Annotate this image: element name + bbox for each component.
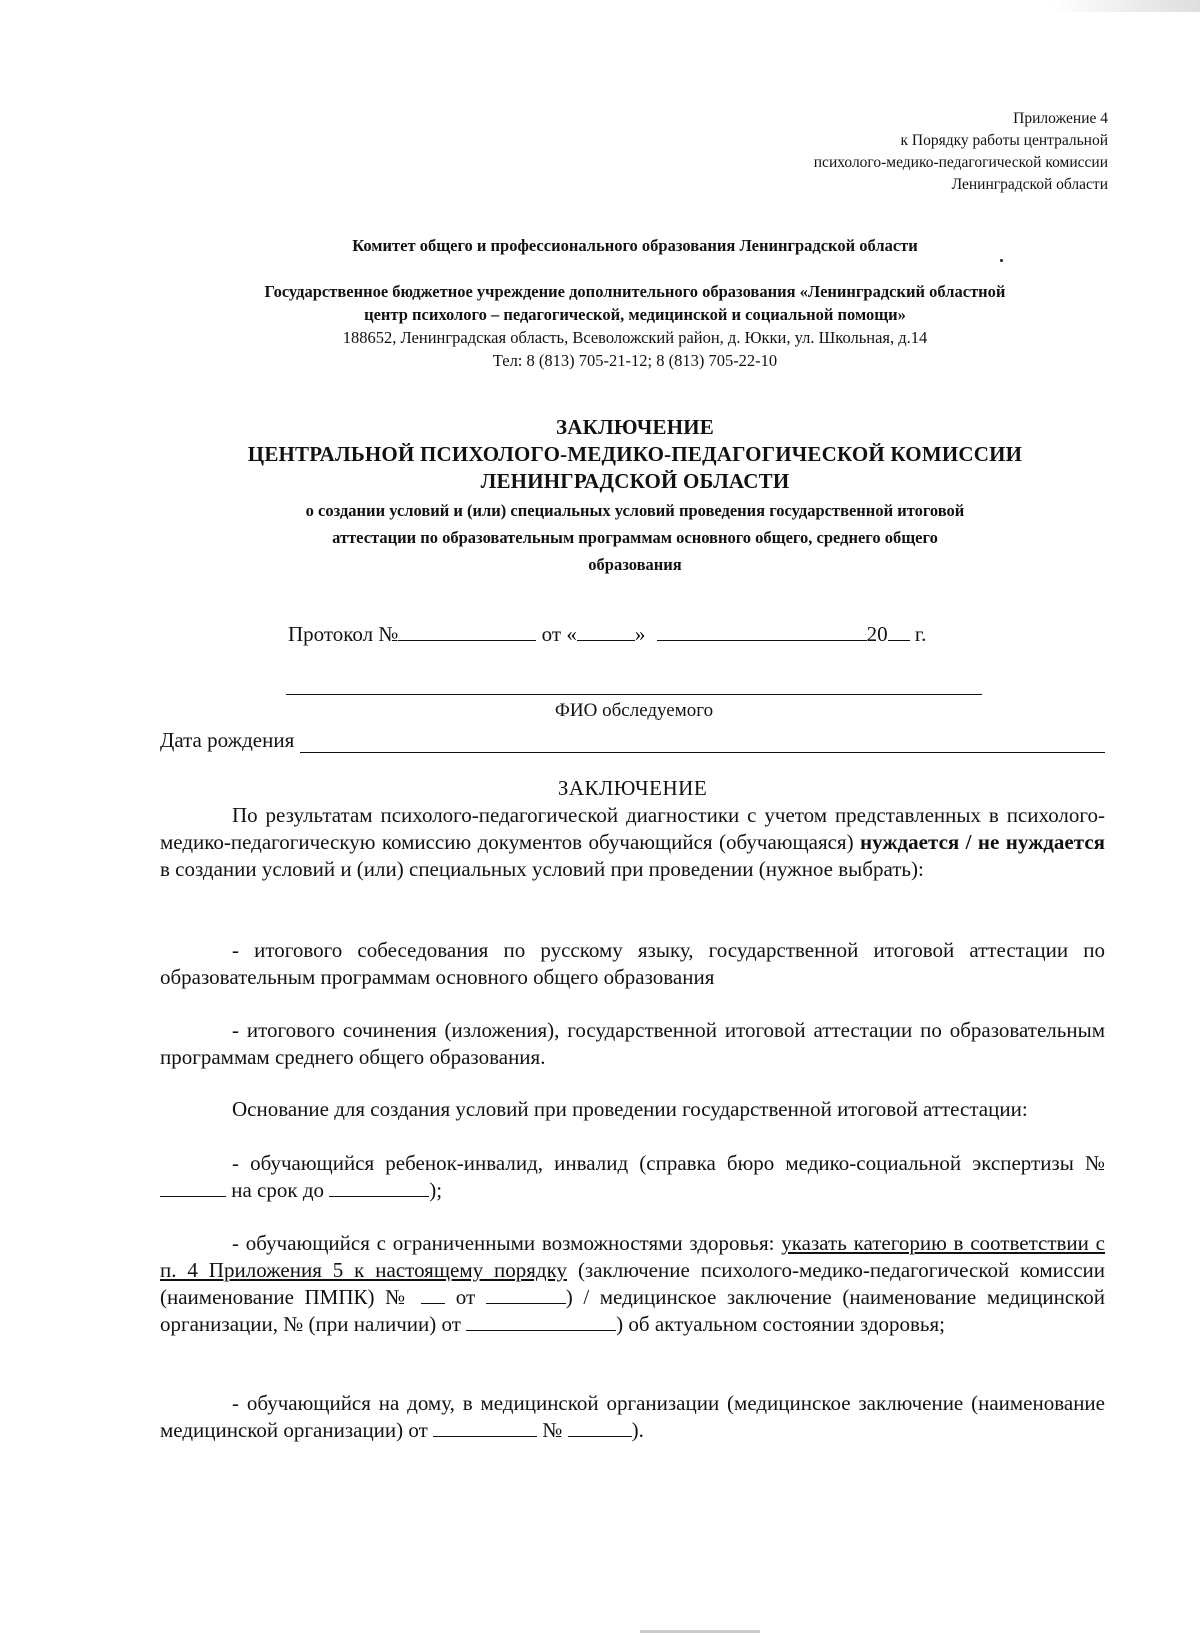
pmpk-number-field[interactable] — [421, 1285, 445, 1304]
home-date-field[interactable] — [433, 1418, 537, 1437]
annex-line: психолого-медико-педагогической комиссии — [813, 154, 1108, 171]
conclusion-heading: ЗАКЛЮЧЕНИЕ — [557, 776, 708, 800]
annex-line: Ленинградской области — [951, 176, 1108, 193]
disabled-term-label: на срок до — [231, 1178, 325, 1202]
fio-field[interactable] — [286, 694, 982, 695]
basis-heading: Основание для создания условий при проведении государственной итоговой аттестации: — [232, 1097, 1028, 1121]
fio-label: ФИО обследуемого — [554, 700, 714, 721]
mse-number-field[interactable] — [160, 1178, 226, 1197]
protocol-line — [288, 620, 1008, 647]
ovz-medical-text: ) / медицинское заключение (наименование медицинской организации, № (при наличии) от — [160, 1285, 1106, 1336]
mse-term-field[interactable] — [329, 1178, 429, 1197]
institution-phones: Тел: 8 (813) 705-21-12; 8 (813) 705-22-10 — [492, 351, 778, 370]
protocol-number-field[interactable] — [398, 620, 536, 641]
annex-line: Приложение 4 — [1013, 110, 1108, 127]
ovz-from-label: от — [455, 1285, 476, 1309]
institution-block — [160, 280, 1110, 372]
conclusion-intro — [160, 802, 1105, 883]
scan-artifact — [1050, 0, 1200, 12]
home-text: - обучающийся на дому, в медицинской организации (медицинское заключение (наименование медицинской организации) от — [160, 1391, 1105, 1442]
birth-date-field[interactable] — [300, 730, 1105, 753]
scan-artifact — [640, 1630, 760, 1633]
conclusion-item-1: - итогового собеседования по русскому языку, государственной итоговой аттестации по образовательным программам основного общего образования — [160, 938, 1105, 989]
committee-name: Комитет общего и профессионального образования Ленинградской области — [352, 236, 918, 255]
protocol-year-prefix: 20 — [866, 622, 888, 646]
medical-date-field[interactable] — [466, 1312, 616, 1331]
home-close: ). — [631, 1418, 644, 1442]
title-subtitle: образования — [588, 555, 682, 574]
protocol-year-suffix: г. — [914, 622, 927, 646]
protocol-day-field[interactable] — [577, 620, 635, 641]
protocol-year-field[interactable] — [888, 620, 910, 641]
birth-label: Дата рождения — [160, 728, 295, 752]
basis-ovz — [160, 1230, 1105, 1338]
disabled-close: ); — [429, 1178, 443, 1202]
ovz-pmpk-text: (заключение психолого-медико-педагогической комиссии (наименование ПМПК) № — [160, 1258, 1105, 1309]
ovz-text: - обучающийся с ограниченными возможностями здоровья: — [232, 1231, 775, 1255]
institution-name: Государственное бюджетное учреждение дополнительного образования «Ленинградский областной — [264, 282, 1006, 301]
institution-name: центр психолого – педагогической, медицинской и социальной помощи» — [364, 305, 906, 324]
title-line: ЛЕНИНГРАДСКОЙ ОБЛАСТИ — [480, 469, 790, 493]
intro-rest-text: в создании условий и (или) специальных условий при проведении (нужное выбрать): — [160, 857, 924, 881]
intro-text: По результатам психолого-педагогической диагностики с учетом представленных в психолого-медико-педагогическую комиссию документов обучающийся (обучающаяся) — [160, 803, 1105, 854]
protocol-from-label: от « — [541, 622, 577, 646]
home-number-label: № — [542, 1418, 563, 1442]
protocol-close-quote: » — [634, 622, 646, 646]
title-subtitle: аттестации по образовательным программам основного общего, среднего общего — [332, 528, 938, 547]
protocol-label: Протокол № — [288, 622, 399, 646]
document-title — [160, 414, 1110, 576]
birth-row — [160, 728, 1105, 753]
protocol-month-field[interactable] — [657, 620, 867, 641]
institution-address: 188652, Ленинградская область, Всеволожский район, д. Юкки, ул. Школьная, д.14 — [342, 328, 928, 347]
annex-line: к Порядку работы центральной — [900, 132, 1108, 149]
disabled-text: - обучающийся ребенок-инвалид, инвалид (справка бюро медико-социальной экспертизы № — [232, 1151, 1105, 1175]
title-line: ЗАКЛЮЧЕНИЕ — [555, 415, 715, 439]
pmpk-date-field[interactable] — [486, 1285, 566, 1304]
needs-choice: нуждается / не нуждается — [860, 830, 1106, 854]
basis-disabled — [160, 1150, 1105, 1204]
conclusion-item-2: - итогового сочинения (изложения), государственной итоговой аттестации по образовательным программам среднего общего образования. — [160, 1018, 1105, 1069]
ovz-health-text: ) об актуальном состоянии здоровья; — [616, 1312, 946, 1336]
title-line: ЦЕНТРАЛЬНОЙ ПСИХОЛОГО-МЕДИКО-ПЕДАГОГИЧЕСКОЙ КОМИССИИ — [247, 442, 1023, 466]
ovz-category-instruction: указать категорию в соответствии с п. 4 Приложения 5 к настоящему порядку — [160, 1231, 1105, 1282]
home-number-field[interactable] — [568, 1418, 632, 1437]
title-subtitle: о создании условий и (или) специальных условий проведения государственной итоговой — [305, 501, 965, 520]
stray-dot — [1000, 259, 1003, 262]
basis-home — [160, 1390, 1105, 1444]
annex-block — [688, 108, 1108, 196]
